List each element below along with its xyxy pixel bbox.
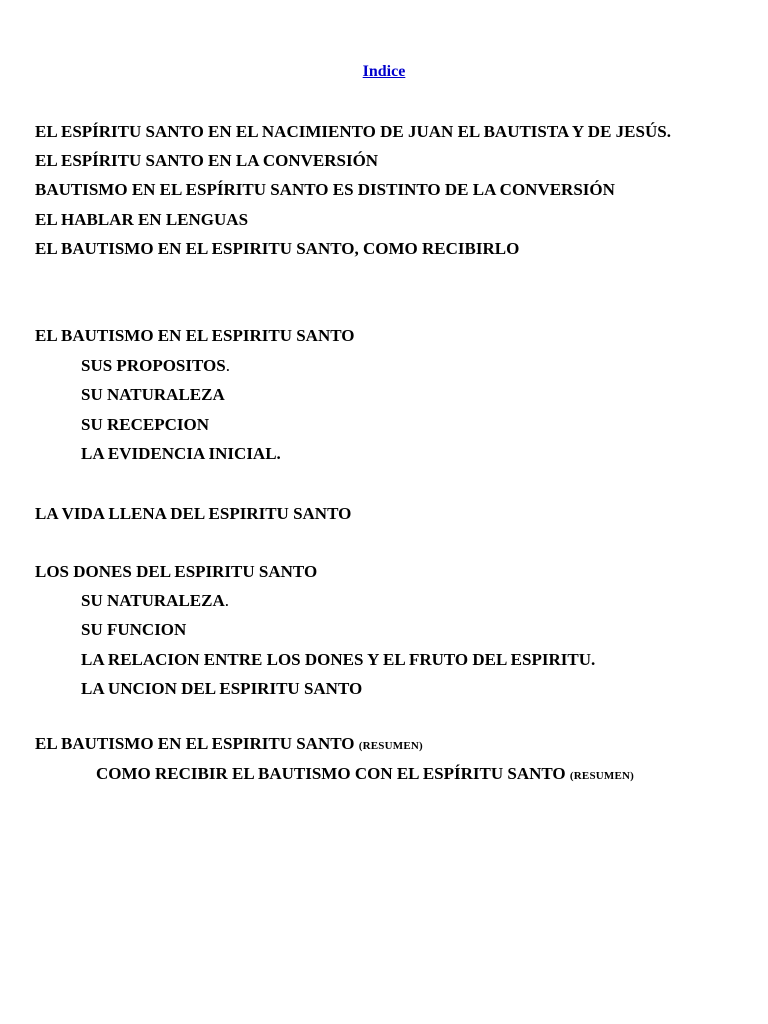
section-item-uncion: LA UNCION DEL ESPIRITU SANTO bbox=[81, 679, 363, 698]
section-item-relacion: LA RELACION ENTRE LOS DONES Y EL FRUTO DEL ESPIRITU. bbox=[81, 650, 596, 669]
section-title-resumen bbox=[35, 733, 423, 757]
toc-item-distinto: BAUTISMO EN EL ESPÍRITU SANTO ES DISTINTO DE LA CONVERSIÓN bbox=[35, 180, 615, 199]
section-title-vida-llena: LA VIDA LLENA DEL ESPIRITU SANTO bbox=[35, 504, 352, 523]
section-item-dones-naturaleza-text: SU NATURALEZA bbox=[81, 591, 225, 610]
index-link[interactable]: Indice bbox=[362, 63, 406, 80]
section-item-recepcion: SU RECEPCION bbox=[81, 415, 209, 434]
section-sub-como-recibir-text: COMO RECIBIR EL BAUTISMO CON EL ESPÍRITU SANTO bbox=[96, 764, 566, 783]
section-item-naturaleza: SU NATURALEZA bbox=[81, 385, 225, 404]
toc-item-nacimiento: EL ESPÍRITU SANTO EN EL NACIMIENTO DE JUAN EL BAUTISTA Y DE JESÚS. bbox=[35, 122, 671, 141]
section-item-propositos-text: SUS PROPOSITOS bbox=[81, 356, 226, 375]
sub-resumen-note: (RESUMEN) bbox=[569, 770, 635, 782]
section-item-funcion: SU FUNCION bbox=[81, 620, 187, 639]
section-item-evidencia: LA EVIDENCIA INICIAL. bbox=[81, 444, 281, 463]
section-item-propositos-period: . bbox=[225, 356, 230, 375]
resumen-note: (RESUMEN) bbox=[358, 740, 423, 752]
section-sub-como-recibir bbox=[96, 763, 634, 787]
section-title-dones: LOS DONES DEL ESPIRITU SANTO bbox=[35, 562, 318, 581]
section-item-dones-naturaleza-period: . bbox=[224, 591, 229, 610]
toc-item-como-recibirlo: EL BAUTISMO EN EL ESPIRITU SANTO, COMO RECIBIRLO bbox=[35, 239, 520, 258]
section-title-resumen-text: EL BAUTISMO EN EL ESPIRITU SANTO bbox=[35, 734, 355, 753]
section-item-dones-naturaleza bbox=[81, 590, 229, 612]
section-item-propositos bbox=[81, 355, 230, 377]
toc-item-lenguas: EL HABLAR EN LENGUAS bbox=[35, 210, 249, 229]
toc-item-conversion: EL ESPÍRITU SANTO EN LA CONVERSIÓN bbox=[35, 151, 379, 170]
section-title-bautismo: EL BAUTISMO EN EL ESPIRITU SANTO bbox=[35, 326, 355, 345]
